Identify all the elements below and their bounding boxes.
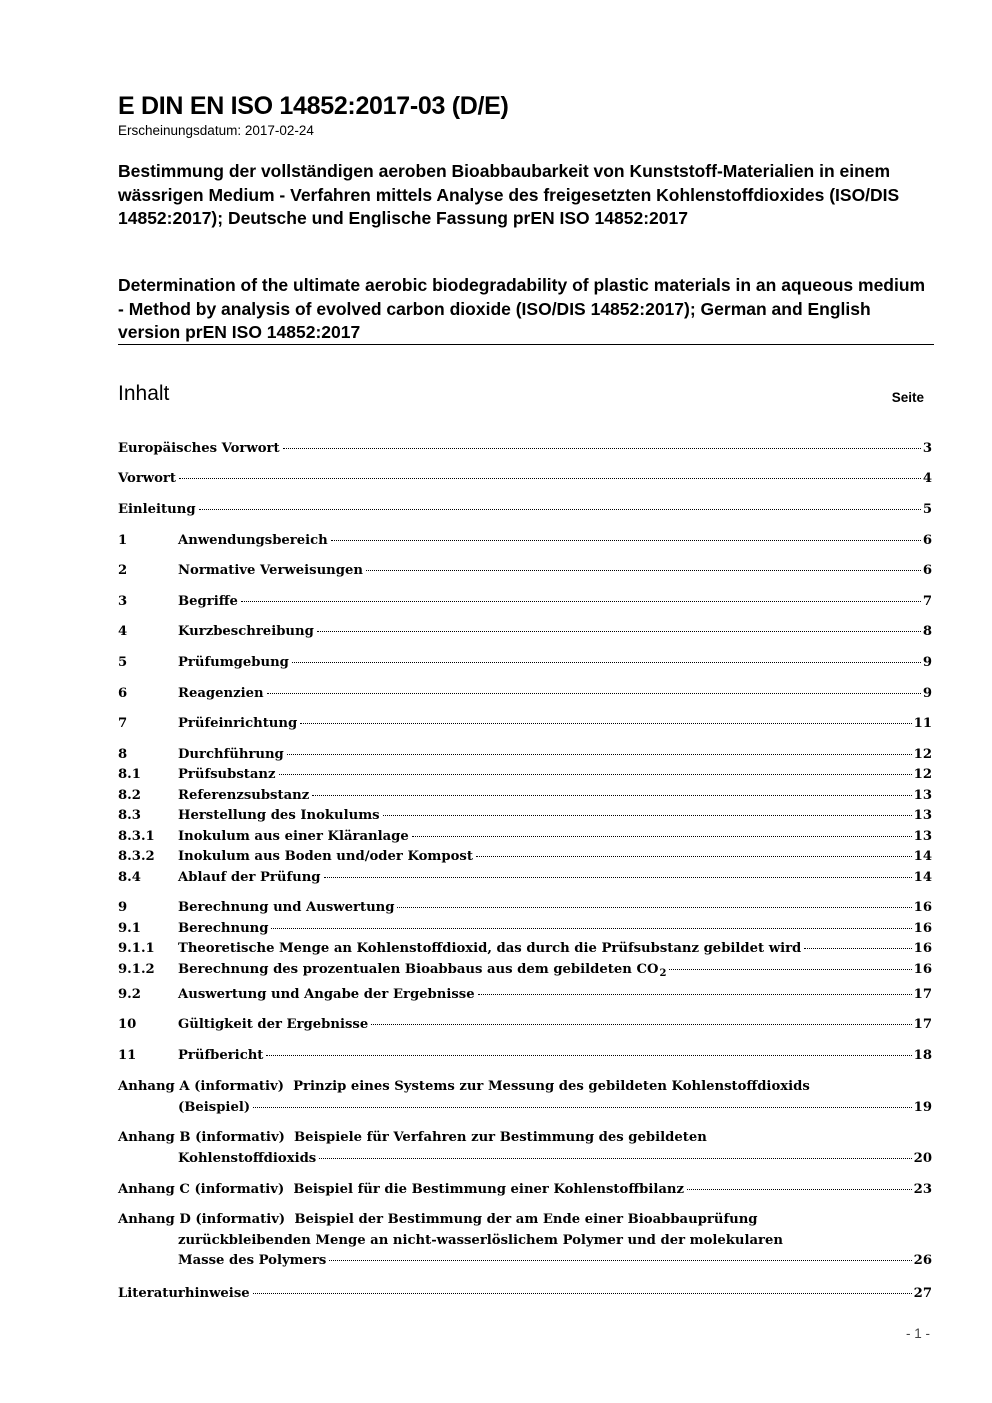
toc-dot-leader (478, 994, 912, 995)
toc-entry-page: 13 (913, 829, 932, 844)
toc-entry-label (178, 849, 473, 864)
toc-entry-number: 10 (118, 1017, 137, 1032)
toc-entry-label (178, 829, 409, 844)
toc-entry[interactable] (118, 594, 932, 616)
toc-entry[interactable] (118, 987, 932, 1009)
toc-entry[interactable] (118, 767, 932, 789)
toc-annex-text: Masse des Polymers (178, 1253, 327, 1268)
toc-entry-page: 16 (913, 941, 932, 956)
toc-dot-leader (371, 1024, 911, 1025)
toc-entry-number: 4 (118, 624, 128, 639)
toc-entry-label-text: Prüfeinrichtung (178, 716, 298, 731)
toc-dot-leader (300, 723, 911, 724)
toc-annex-entry[interactable] (118, 1180, 932, 1201)
toc-annex-text: zurückbleibenden Menge an nicht-wasserlöslichem Polymer und der molekularen (178, 1232, 783, 1248)
toc-entry-number: 5 (118, 655, 128, 670)
toc-entry-page: 9 (922, 655, 932, 670)
toc-entry-label-text: Prüfumgebung (178, 655, 289, 670)
toc-entry-label-text: Gültigkeit der Ergebnisse (178, 1017, 369, 1032)
toc-entry-label (178, 921, 268, 936)
toc-entry-page: 18 (913, 1048, 932, 1063)
toc-entry-page: 9 (922, 686, 932, 701)
toc-entry-subscript: 2 (659, 968, 667, 979)
toc-entry-label (178, 624, 314, 639)
toc-dot-leader (412, 836, 912, 837)
toc-annex-page: 23 (913, 1182, 932, 1197)
toc-entry-page: 14 (913, 849, 932, 864)
toc-entry[interactable] (118, 808, 932, 830)
toc-annex-line (118, 1210, 932, 1231)
toc-dot-leader (241, 601, 921, 602)
toc-entry-label-text: Ablauf der Prüfung (178, 870, 321, 885)
toc-entry[interactable] (118, 655, 932, 677)
toc-entry-label (178, 900, 394, 915)
toc-entry-label (178, 987, 475, 1002)
toc-entry-number: 7 (118, 716, 128, 731)
toc-dot-leader (253, 1293, 912, 1294)
toc-entry-label-text: Prüfbericht (178, 1048, 264, 1063)
toc-dot-leader (199, 509, 921, 510)
toc-entry-label (178, 962, 666, 979)
toc-entry[interactable] (118, 533, 932, 555)
toc-entry-page: 13 (913, 808, 932, 823)
toc-entry-page: 12 (913, 747, 932, 762)
toc-entry[interactable] (118, 788, 932, 810)
toc-entry[interactable] (118, 1017, 932, 1039)
toc-dot-leader (279, 774, 912, 775)
toc-entry-label-text: Reagenzien (178, 686, 264, 701)
toc-entry-label-text: Inokulum aus Boden und/oder Kompost (178, 849, 473, 864)
document-id: E DIN EN ISO 14852:2017-03 (D/E) (118, 92, 509, 120)
toc-annex-page: 20 (913, 1150, 932, 1166)
toc-dot-leader (287, 754, 912, 755)
toc-entry-number: 8.1 (118, 767, 141, 782)
toc-entry-page: 7 (922, 594, 932, 609)
toc-entry-page: 6 (922, 533, 932, 548)
toc-annex-text: Kohlenstoffdioxids (178, 1150, 317, 1166)
toc-entry-label-text: Kurzbeschreibung (178, 624, 314, 639)
toc-entry-label (118, 471, 176, 486)
toc-entry-page: 16 (913, 962, 932, 977)
toc-dot-leader (324, 877, 912, 878)
toc-entry-page: 8 (922, 624, 932, 639)
toc-entry-label-text: Berechnung (178, 921, 269, 936)
toc-entry-label (178, 716, 297, 731)
toc-entry-label-text: Normative Verweisungen (178, 563, 363, 578)
toc-entry-number: 6 (118, 686, 128, 701)
toc-entry[interactable] (118, 900, 932, 922)
toc-page-column-heading: Seite (891, 390, 924, 405)
toc-entry-label (178, 941, 801, 956)
toc-entry[interactable] (118, 747, 932, 769)
toc-entry-label (178, 655, 289, 670)
toc-annex-text: Anhang A (informativ) Prinzip eines Systems zur Messung des gebildeten Kohlenstoffdioxids (118, 1079, 810, 1094)
toc-heading: Inhalt (118, 382, 170, 405)
toc-entry[interactable] (118, 563, 932, 585)
toc-annex-line (118, 1149, 932, 1170)
toc-bibliography-entry[interactable] (118, 1286, 932, 1308)
toc-entry-number: 9.1.2 (118, 962, 155, 977)
toc-annex-line (118, 1098, 932, 1119)
toc-dot-leader (383, 815, 912, 816)
toc-entry-label (178, 594, 238, 609)
toc-entry-number: 8.4 (118, 870, 141, 885)
toc-entry-number: 8.3.1 (118, 829, 155, 844)
toc-dot-leader (317, 631, 921, 632)
toc-entry-number: 8 (118, 747, 128, 762)
toc-entry[interactable] (118, 870, 932, 892)
toc-entry-label: Literaturhinweise (118, 1286, 250, 1301)
toc-dot-leader (669, 969, 911, 970)
toc-entry[interactable] (118, 921, 932, 943)
toc-dot-leader (292, 662, 921, 663)
toc-entry-page: 3 (922, 441, 932, 456)
title-german: Bestimmung der vollständigen aeroben Bioabbaubarkeit von Kunststoff-Materialien in einem wässrigen Medium - Verfahren mittels Analyse des freigesetzten Kohlenstoffdioxides (ISO/DIS 14852:2017); Deutsche und Englische Fassung prEN ISO 14852:2017 (118, 161, 900, 228)
toc-annex-text: Anhang D (informativ) Beispiel der Bestimmung der am Ende einer Bioabbauprüfung (118, 1212, 758, 1227)
toc-entry-label (118, 441, 280, 456)
toc-dot-leader (804, 948, 911, 949)
toc-dot-leader (687, 1189, 912, 1190)
toc-dot-leader (331, 540, 921, 541)
title-english: Determination of the ultimate aerobic biodegradability of plastic materials in an aqueous medium - Method by analysis of evolved carbon dioxide (ISO/DIS 14852:2017); German and English version prEN ISO 14852:2017 (118, 275, 926, 342)
toc-dot-leader (329, 1260, 911, 1261)
toc-annex-line (118, 1180, 932, 1201)
toc-entry-number: 8.3.2 (118, 849, 155, 864)
toc-dot-leader (366, 570, 921, 571)
toc-entry-page: 27 (913, 1286, 932, 1301)
toc-entry-page: 14 (913, 870, 932, 885)
toc-entry-page: 17 (913, 987, 932, 1002)
toc-annex-text: (Beispiel) (178, 1099, 251, 1115)
toc-entry-page: 17 (913, 1017, 932, 1032)
toc-entry[interactable] (118, 502, 932, 524)
toc-annex-entry[interactable] (118, 1210, 932, 1272)
toc-dot-leader (476, 856, 912, 857)
toc-entry-label (178, 767, 276, 782)
toc-entry-page: 16 (913, 900, 932, 915)
toc-entry-page: 16 (913, 921, 932, 936)
toc-entry[interactable] (118, 962, 932, 984)
toc-entry-label (178, 747, 284, 762)
toc-entry-page: 11 (913, 716, 932, 731)
toc-entry-number: 11 (118, 1048, 137, 1063)
toc-entry-number: 1 (118, 533, 128, 548)
toc-dot-leader (397, 907, 911, 908)
toc-entry-number: 9 (118, 900, 128, 915)
toc-entry[interactable] (118, 716, 932, 738)
toc-entry-label-text: Europäisches Vorwort (118, 441, 280, 456)
toc-entry-label-text: Berechnung des prozentualen Bioabbaus aus dem gebildeten CO (178, 962, 659, 977)
toc-entry-label-text: Vorwort (118, 471, 176, 486)
toc-entry-label (178, 788, 309, 803)
toc-entry[interactable] (118, 471, 932, 493)
toc-dot-leader (319, 1158, 911, 1159)
toc-dot-leader (271, 928, 911, 929)
toc-entry-number: 9.2 (118, 987, 141, 1002)
issue-date: Erscheinungsdatum: 2017-02-24 (118, 123, 314, 138)
toc-annex-line (118, 1077, 932, 1098)
toc-entry-label-text: Berechnung und Auswertung (178, 900, 395, 915)
toc-annex-line (118, 1231, 932, 1252)
toc-entry-label (178, 686, 264, 701)
toc-dot-leader (266, 1055, 911, 1056)
toc-entry-label (178, 1017, 368, 1032)
toc-entry-number: 8.3 (118, 808, 141, 823)
toc-entry-page: 12 (913, 767, 932, 782)
toc-entry-label-text: Referenzsubstanz (178, 788, 310, 803)
toc-dot-leader (267, 693, 921, 694)
toc-annex-line (118, 1128, 932, 1149)
toc-entry[interactable] (118, 829, 932, 851)
toc-entry-number: 2 (118, 563, 128, 578)
toc-entry-label (178, 808, 380, 823)
toc-annex-line (118, 1251, 932, 1272)
toc-annex-text: Anhang C (informativ) Beispiel für die Bestimmung einer Kohlenstoffbilanz (118, 1182, 684, 1197)
toc-dot-leader (312, 795, 911, 796)
toc-entry-label-text: Inokulum aus einer Kläranlage (178, 829, 409, 844)
toc-entry-number: 8.2 (118, 788, 141, 803)
toc-entry-number: 3 (118, 594, 128, 609)
toc-entry[interactable] (118, 686, 932, 708)
toc-dot-leader (283, 448, 921, 449)
toc-entry-page: 13 (913, 788, 932, 803)
page-number: - 1 - (905, 1326, 930, 1341)
toc-entry-label-text: Prüfsubstanz (178, 767, 276, 782)
toc-entry-label-text: Durchführung (178, 747, 284, 762)
toc-entry-label-text: Einleitung (118, 502, 196, 517)
toc-entry[interactable] (118, 624, 932, 646)
toc-entry-label (178, 1048, 263, 1063)
toc-entry-label (178, 563, 363, 578)
toc-entry-label-text: Anwendungsbereich (178, 533, 328, 548)
toc-annex-page: 26 (913, 1253, 932, 1268)
toc-entry-page: 4 (922, 471, 932, 486)
toc-annex-text: Anhang B (informativ) Beispiele für Verfahren zur Bestimmung des gebildeten (118, 1130, 707, 1145)
toc-dot-leader (253, 1107, 912, 1108)
toc-entry-number: 9.1.1 (118, 941, 155, 956)
toc-entry-number: 9.1 (118, 921, 141, 936)
toc-annex-entry[interactable] (118, 1128, 932, 1169)
toc-entry[interactable] (118, 1048, 932, 1070)
toc-entry-label (118, 502, 196, 517)
toc-annex-entry[interactable] (118, 1077, 932, 1118)
toc-annex-page: 19 (913, 1099, 932, 1115)
toc-entry[interactable] (118, 441, 932, 463)
toc-entry[interactable] (118, 941, 932, 963)
toc-entry-label-text: Begriffe (178, 594, 238, 609)
toc-entry-page: 6 (922, 563, 932, 578)
toc-entry-label-text: Herstellung des Inokulums (178, 808, 380, 823)
title-divider (118, 344, 934, 345)
toc-entry[interactable] (118, 849, 932, 871)
toc-entry-label-text: Theoretische Menge an Kohlenstoffdioxid, das durch die Prüfsubstanz gebildet wird (178, 941, 802, 956)
toc-entry-label (178, 870, 321, 885)
toc-entry-page: 5 (922, 502, 932, 517)
toc-dot-leader (179, 478, 921, 479)
toc-entry-label (178, 533, 328, 548)
toc-entry-label-text: Auswertung und Angabe der Ergebnisse (178, 987, 475, 1002)
